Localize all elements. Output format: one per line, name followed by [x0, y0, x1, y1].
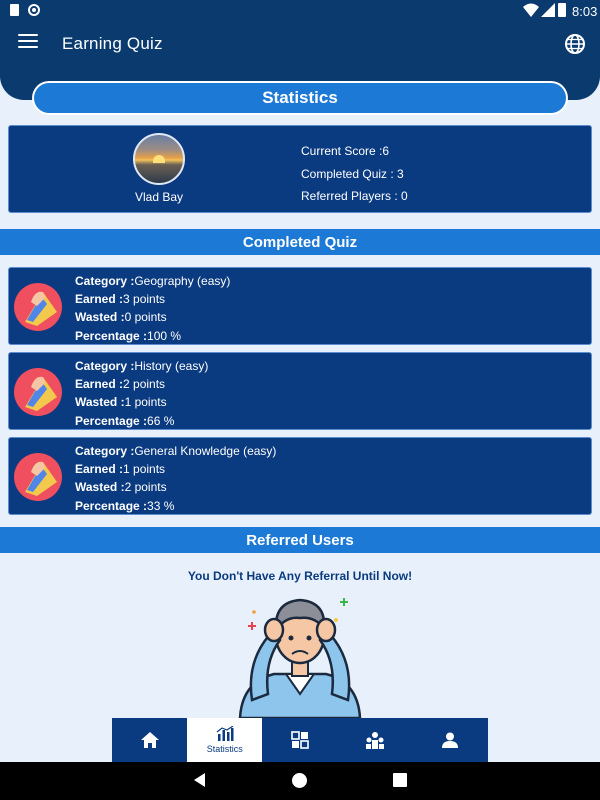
earned-label: Earned :	[75, 292, 124, 307]
quiz-card[interactable]	[8, 352, 592, 430]
category-label: Category :	[75, 359, 135, 373]
category-value: Geography (easy)	[134, 274, 231, 288]
referred-users-heading: Referred Users	[0, 527, 600, 553]
menu-icon[interactable]	[18, 34, 38, 54]
percentage-value: 33 %	[147, 498, 175, 513]
profile-icon	[442, 732, 458, 748]
quiz-card[interactable]	[8, 437, 592, 515]
home-circle-icon[interactable]	[292, 773, 307, 788]
statistics-heading	[32, 81, 568, 115]
recent-apps-icon[interactable]	[393, 773, 407, 787]
earned-value: 2 points	[123, 377, 166, 392]
wifi-icon	[523, 3, 539, 17]
quiz-details	[75, 357, 208, 430]
thumbs-up-icon	[13, 367, 63, 417]
wasted-value: 0 points	[124, 310, 167, 325]
wasted-value: 2 points	[124, 480, 167, 495]
bottom-navigation	[112, 718, 488, 762]
nav-leaderboard[interactable]	[338, 718, 413, 762]
wasted-label: Wasted :	[75, 395, 125, 410]
earned-label: Earned :	[75, 377, 124, 392]
thumbs-up-icon	[13, 282, 63, 332]
avatar[interactable]	[133, 133, 185, 185]
profile-stats	[301, 140, 408, 208]
user-name: Vlad Bay	[134, 190, 184, 204]
quiz-details	[75, 442, 276, 515]
wasted-value: 1 points	[124, 395, 167, 410]
referred-players-count: Referred Players : 0	[301, 189, 408, 203]
sd-card-icon	[10, 4, 19, 16]
app-bar	[0, 22, 600, 66]
wasted-label: Wasted :	[75, 480, 125, 495]
percentage-value: 66 %	[147, 413, 175, 428]
percentage-label: Percentage :	[75, 328, 148, 343]
category-label: Category :	[75, 274, 135, 288]
back-icon[interactable]	[194, 773, 205, 787]
confused-person-illustration	[228, 590, 372, 718]
category-value: General Knowledge (easy)	[134, 444, 277, 458]
app-title: Earning Quiz	[62, 34, 163, 53]
category-value: History (easy)	[134, 359, 209, 373]
percentage-label: Percentage :	[75, 413, 148, 428]
wasted-label: Wasted :	[75, 310, 125, 325]
home-icon	[141, 732, 159, 748]
quiz-details	[75, 272, 230, 345]
nav-statistics-label: Statistics	[206, 744, 243, 754]
nav-statistics[interactable]	[187, 718, 262, 762]
globe-icon[interactable]	[564, 33, 586, 55]
nav-home[interactable]	[112, 718, 187, 762]
completed-quiz-heading: Completed Quiz	[0, 229, 600, 255]
percentage-value: 100 %	[147, 328, 182, 343]
system-navigation-bar	[0, 762, 600, 800]
nav-categories[interactable]	[262, 718, 337, 762]
leaderboard-icon	[365, 731, 385, 749]
statistics-icon	[216, 726, 234, 742]
category-label: Category :	[75, 444, 135, 458]
earned-label: Earned :	[75, 462, 124, 477]
current-score: Current Score :6	[301, 144, 390, 158]
signal-icon	[541, 3, 555, 17]
statistics-heading-label: Statistics	[34, 83, 566, 113]
status-time: 8:03	[572, 4, 598, 19]
quiz-card[interactable]	[8, 267, 592, 345]
nav-profile[interactable]	[413, 718, 488, 762]
empty-referral-message: You Don't Have Any Referral Until Now!	[187, 569, 413, 583]
sync-icon	[28, 4, 40, 16]
percentage-label: Percentage :	[75, 498, 148, 513]
thumbs-up-icon	[13, 452, 63, 502]
profile-card	[8, 125, 592, 213]
earned-value: 3 points	[123, 292, 166, 307]
completed-quiz-count: Completed Quiz : 3	[301, 166, 404, 181]
status-bar	[0, 0, 600, 22]
battery-icon	[558, 3, 566, 17]
categories-icon	[291, 731, 309, 749]
earned-value: 1 points	[123, 462, 166, 477]
